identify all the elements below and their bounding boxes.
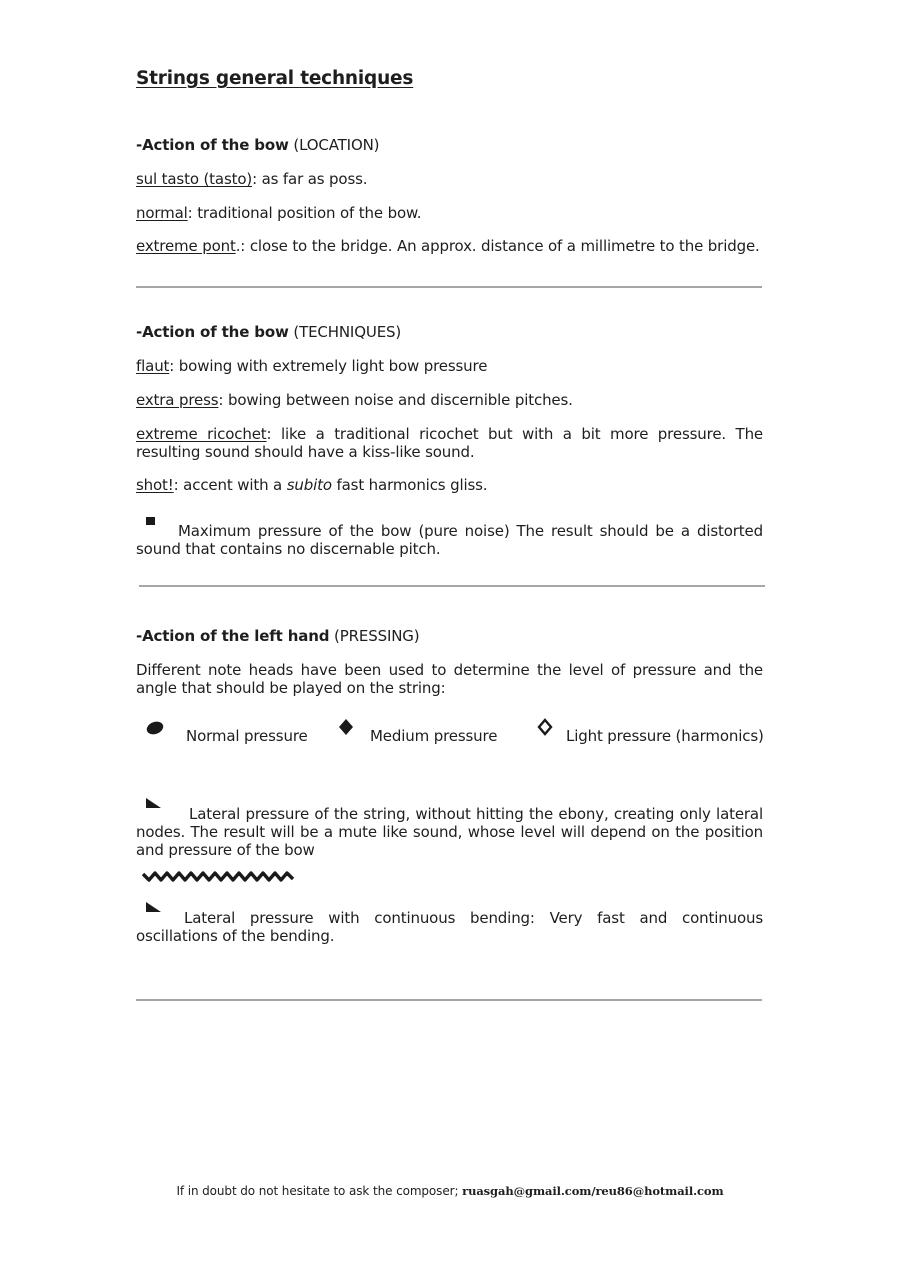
heading-rest: (LOCATION) [288,136,380,154]
description: .: close to the bridge. An approx. distance of a millimetre to the bridge. [235,237,760,255]
page-footer [0,1184,900,1198]
section-divider [136,286,762,288]
legend-medium-pressure: Medium pressure [370,727,498,745]
footer-text: If in doubt do not hesitate to ask the composer; [176,1184,463,1198]
section-divider [136,999,762,1001]
term: normal [136,204,188,222]
term: flaut [136,357,170,375]
description: : like a traditional ricochet but with a bit more pressure. The resulting sound should have a kiss-like sound. [136,425,763,461]
term: extreme ricochet [136,425,267,443]
filled-diamond-notehead-icon [337,718,355,736]
composer-emails: ruasgah@gmail.com/reu86@hotmail.com [462,1184,724,1198]
description: : bowing between noise and discernible pitches. [218,391,573,409]
description-after: fast harmonics gliss. [331,476,488,494]
description-before: : accent with a [173,476,287,494]
definition-normal [136,204,421,222]
definition-extreme-ricochet [136,425,763,461]
heading-rest: (PRESSING) [329,627,420,645]
term: shot! [136,476,174,494]
definition-extreme-pont [136,237,760,255]
zigzag-trill-line-icon [141,868,297,884]
term: extra press [136,391,219,409]
lateral-bending-description: Lateral pressure with continuous bending: Very fast and continuous oscillations of the bending. [136,909,763,945]
heading-bold: -Action of the bow [136,323,289,341]
term: extreme pont [136,237,236,255]
heading-bold: -Action of the left hand [136,627,330,645]
legend-light-pressure: Light pressure (harmonics) [566,727,764,745]
term: sul tasto (tasto) [136,170,253,188]
filled-oval-notehead-icon [145,720,167,736]
heading-rest: (TECHNIQUES) [288,323,402,341]
legend-normal-pressure: Normal pressure [186,727,308,745]
description-italic: subito [286,476,332,494]
page-title: Strings general techniques [136,68,414,89]
section-heading-left-hand [136,627,420,645]
description: : as far as poss. [252,170,368,188]
definition-extra-press [136,391,573,409]
lateral-pressure-description: Lateral pressure of the string, without hitting the ebony, creating only lateral nodes. The result will be a mute like sound, whose level will depend on the position and pressure of the bow [136,805,763,859]
max-pressure-description: Maximum pressure of the bow (pure noise) The result should be a distorted sound that contains no discernable pitch. [136,522,763,558]
section-heading-bow-techniques [136,323,401,341]
section-heading-bow-location [136,136,379,154]
heading-bold: -Action of the bow [136,136,289,154]
description: : bowing with extremely light bow pressure [169,357,488,375]
section-divider [139,585,765,587]
definition-flaut [136,357,487,375]
left-hand-intro: Different note heads have been used to determine the level of pressure and the angle that should be played on the string: [136,661,763,697]
definition-shot [136,476,487,494]
hollow-diamond-notehead-icon [536,718,554,736]
definition-sul-tasto [136,170,367,188]
description: : traditional position of the bow. [187,204,422,222]
